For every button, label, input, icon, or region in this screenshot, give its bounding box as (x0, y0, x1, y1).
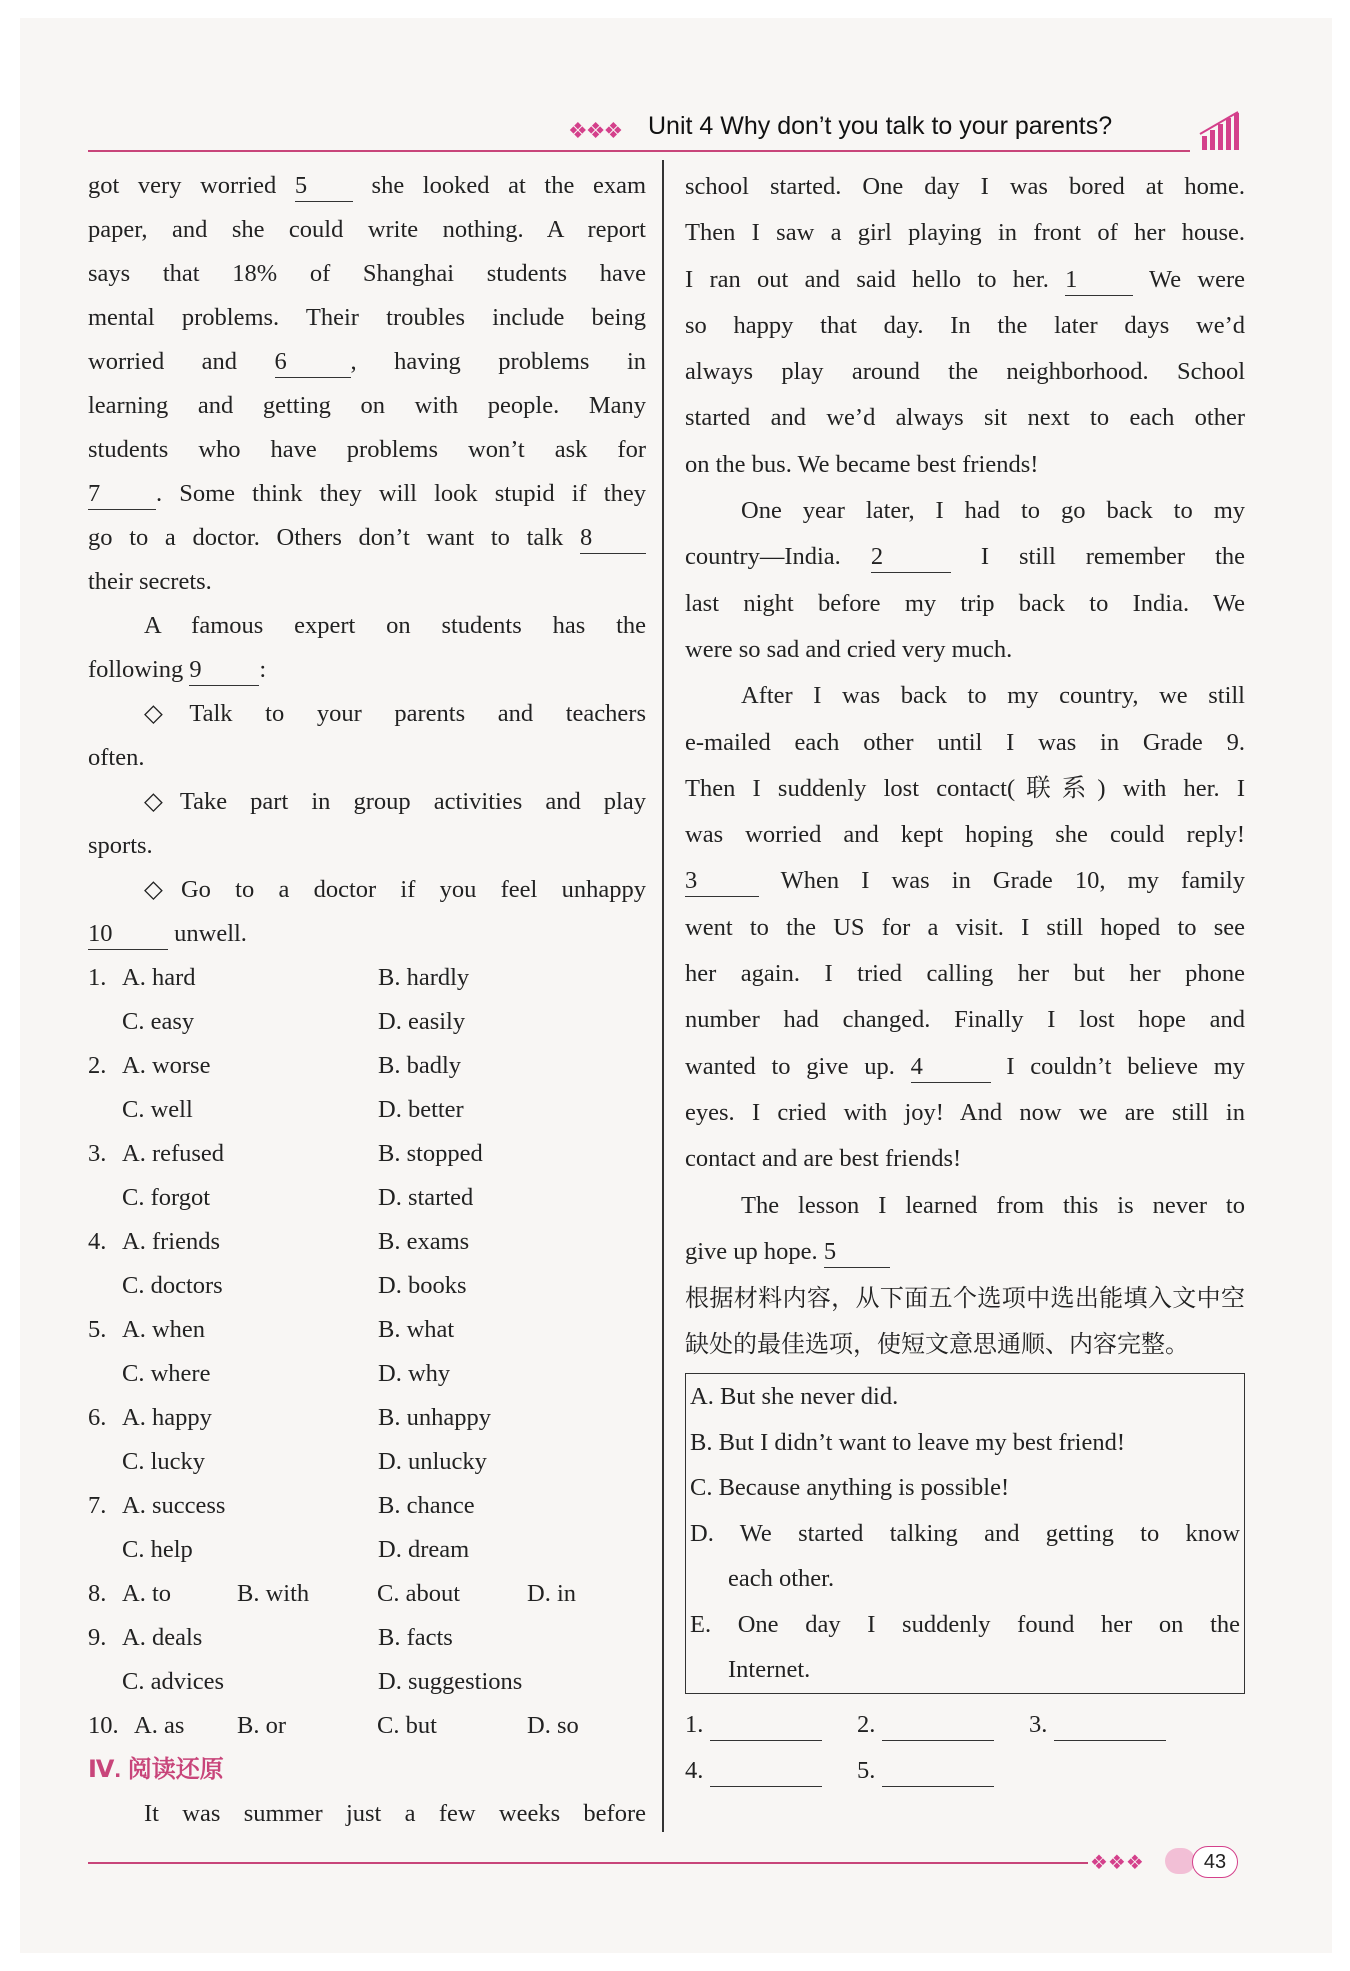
option-row (88, 1352, 646, 1396)
passage-line: was worried and kept hoping she could reply! (685, 821, 1245, 849)
option[interactable]: C. advices (122, 1668, 225, 1695)
option[interactable]: B. hardly (378, 964, 470, 991)
tip-line: sports. (88, 832, 153, 859)
option[interactable]: D. unlucky (378, 1448, 487, 1475)
blank-7[interactable]: 7 (88, 479, 156, 510)
passage-line: go to a doctor. Others don’t want to talk 8 (88, 516, 646, 560)
right-column (685, 164, 1245, 1794)
option[interactable]: C. easy (122, 1008, 195, 1035)
option[interactable]: C. well (122, 1096, 193, 1123)
passage-line: I ran out and said hello to her. 1 We were (685, 257, 1245, 303)
answer-blank-4[interactable] (710, 1756, 822, 1787)
page-number: 43 (1192, 1846, 1238, 1878)
option-row-9: 9. A. deals B. facts (88, 1616, 646, 1660)
blank-6[interactable]: 6 (275, 347, 351, 378)
option-row (88, 1264, 646, 1308)
passage-line: country—India. 2 I still remember the (685, 534, 1245, 580)
passage-line: were so sad and cried very much. (685, 635, 1013, 663)
tip-line: 10 unwell. (88, 912, 646, 956)
blank-r5[interactable]: 5 (824, 1237, 890, 1268)
blank-r4[interactable]: 4 (911, 1052, 991, 1083)
option[interactable]: B. or (237, 1712, 286, 1739)
passage-line: their secrets. (88, 568, 212, 595)
options-list (88, 956, 646, 1572)
option[interactable]: A. worse (122, 1052, 211, 1079)
blank-r2[interactable]: 2 (871, 542, 951, 573)
passage-line: The lesson I learned from this is never to (741, 1191, 1245, 1219)
passage-line: started and we’d always sit next to each other (685, 404, 1245, 432)
choices-box (685, 1373, 1245, 1694)
passage-line: 3 When I was in Grade 10, my family (685, 858, 1245, 904)
choice-d[interactable]: D. We started talking and getting to know (690, 1519, 1240, 1547)
passage-line: give up hope. 5 (685, 1229, 1245, 1275)
passage-line: learning and getting on with people. Many (88, 392, 646, 419)
footer-rule (88, 1862, 1088, 1864)
option-row (88, 1088, 646, 1132)
passage-line: so happy that day. In the later days we’d (685, 311, 1245, 339)
option-row-10: 10. A. as B. or C. but D. so (88, 1704, 646, 1748)
answer-area: 1. 2. 3. 4. 5. (685, 1702, 1245, 1795)
option[interactable]: D. in (527, 1580, 576, 1607)
choice-c[interactable]: C. Because anything is possible! (690, 1474, 1010, 1502)
option[interactable]: D. dream (378, 1536, 470, 1563)
answer-blank-3[interactable] (1054, 1710, 1166, 1741)
passage-line: always play around the neighborhood. School (685, 358, 1245, 386)
page-header (88, 108, 1250, 152)
option-row (88, 1528, 646, 1572)
option[interactable]: D. started (378, 1184, 474, 1211)
option-row (88, 1000, 646, 1044)
blank-9[interactable]: 9 (189, 655, 259, 686)
option[interactable]: A. deals (122, 1624, 203, 1651)
option[interactable]: C. where (122, 1360, 211, 1387)
passage-line: mental problems. Their troubles include being (88, 304, 646, 331)
tip-line: often. (88, 744, 145, 771)
blank-r1[interactable]: 1 (1065, 265, 1133, 296)
passage-line: paper, and she could write nothing. A report (88, 216, 646, 243)
option[interactable]: A. as (134, 1712, 185, 1739)
page-number-deco (1165, 1848, 1195, 1874)
tip-line: ◇Take part in group activities and play (144, 788, 646, 815)
instruction-text: 根据材料内容，从下面五个选项中选出能填入文中空缺处的最佳选项，使短文意思通顺、内容完整。 (685, 1284, 1245, 1359)
option[interactable]: A. hard (122, 964, 196, 991)
option[interactable]: A. refused (122, 1140, 225, 1167)
option-row (88, 956, 646, 1000)
blank-5[interactable]: 5 (295, 171, 353, 202)
blank-r3[interactable]: 3 (685, 866, 759, 897)
option-row (88, 1132, 646, 1176)
option-row-9b (88, 1660, 646, 1704)
passage-line: got very worried 5 she looked at the exam (88, 164, 646, 208)
passage-line: on the bus. We became best friends! (685, 450, 1039, 478)
option-row (88, 1176, 646, 1220)
option[interactable]: B. exams (378, 1228, 470, 1255)
choice-d-cont: each other. (728, 1565, 835, 1593)
option[interactable]: A. friends (122, 1228, 220, 1255)
passage-line: One year later, I had to go back to my (741, 497, 1245, 525)
option[interactable]: C. forgot (122, 1184, 211, 1211)
option[interactable]: C. but (377, 1712, 437, 1739)
option-row (88, 1220, 646, 1264)
option-row (88, 1308, 646, 1352)
option[interactable]: D. easily (378, 1008, 466, 1035)
option[interactable]: B. what (378, 1316, 455, 1343)
option-number: 7. (88, 1492, 107, 1519)
answer-blank-5[interactable] (882, 1756, 994, 1787)
option[interactable]: C. about (377, 1580, 461, 1607)
answer-blank-2[interactable] (882, 1710, 994, 1741)
option[interactable]: B. facts (378, 1624, 453, 1651)
choice-e[interactable]: E. One day I suddenly found her on the (690, 1610, 1240, 1638)
passage-line: contact and are best friends! (685, 1145, 962, 1173)
passage-line: students who have problems won’t ask for (88, 436, 646, 463)
header-diamonds-icon: ❖❖❖ (568, 118, 622, 143)
footer-diamonds-icon: ❖❖❖ (1090, 1852, 1144, 1874)
passage-line: eyes. I cried with joy! And now we are still in (685, 1098, 1245, 1126)
option[interactable]: B. badly (378, 1052, 462, 1079)
option[interactable]: C. lucky (122, 1448, 206, 1475)
option-number: 4. (88, 1228, 107, 1255)
option[interactable]: A. when (122, 1316, 206, 1343)
option[interactable]: B. with (237, 1580, 310, 1607)
passage-line: It was summer just a few weeks before (144, 1800, 646, 1827)
choice-a[interactable]: A. But she never did. (690, 1383, 899, 1411)
option-row (88, 1396, 646, 1440)
option-number: 3. (88, 1140, 107, 1167)
passage-line: went to the US for a visit. I still hoped to see (685, 913, 1245, 941)
passage-line: 7 . Some think they will look stupid if they (88, 472, 646, 516)
header-bars-icon (1198, 110, 1250, 150)
option-row (88, 1440, 646, 1484)
option[interactable]: A. success (122, 1492, 226, 1519)
passage-line: Then I suddenly lost contact(联系) with her. I (685, 774, 1245, 802)
answer-blank-1[interactable] (710, 1710, 822, 1741)
option[interactable]: D. better (378, 1096, 464, 1123)
option-number: 1. (88, 964, 107, 991)
option[interactable]: B. unhappy (378, 1404, 491, 1431)
column-divider (662, 160, 664, 1832)
passage-line: says that 18% of Shanghai students have (88, 260, 646, 287)
option[interactable]: D. suggestions (378, 1668, 523, 1695)
passage-line: her again. I tried calling her but her phone (685, 960, 1245, 988)
section-heading: Ⅳ. 阅读还原 (88, 1756, 224, 1783)
header-rule (88, 150, 1190, 152)
tip-line: ◇Talk to your parents and teachers (144, 700, 646, 727)
left-column (88, 164, 646, 1836)
option-row (88, 1044, 646, 1088)
passage-line: Then I saw a girl playing in front of her house. (685, 219, 1245, 247)
option-row-8: 8. A. to B. with C. about D. in (88, 1572, 646, 1616)
option[interactable]: A. happy (122, 1404, 212, 1431)
option-number: 6. (88, 1404, 107, 1431)
option-number: 2. (88, 1052, 107, 1079)
choice-e-cont: Internet. (728, 1656, 811, 1684)
option[interactable]: C. help (122, 1536, 193, 1563)
passage-line: wanted to give up. 4 I couldn’t believe my (685, 1044, 1245, 1090)
tip-line: ◇Go to a doctor if you feel unhappy (144, 876, 646, 903)
passage-line: A famous expert on students has the (144, 612, 646, 639)
option[interactable]: B. chance (378, 1492, 475, 1519)
option[interactable]: D. why (378, 1360, 451, 1387)
option[interactable]: D. books (378, 1272, 467, 1299)
unit-title: Unit 4 Why don’t you talk to your parents? (648, 112, 1113, 140)
passage-line: After I was back to my country, we still (741, 682, 1245, 710)
passage-line: following 9 : (88, 648, 646, 692)
choice-b[interactable]: B. But I didn’t want to leave my best friend! (690, 1428, 1126, 1456)
option-number: 5. (88, 1316, 107, 1343)
passage-line: number had changed. Finally I lost hope and (685, 1006, 1245, 1034)
option[interactable]: A. to (122, 1580, 171, 1607)
option[interactable]: D. so (527, 1712, 579, 1739)
option-row (88, 1484, 646, 1528)
passage-line: worried and 6 , having problems in (88, 340, 646, 384)
passage-line: last night before my trip back to India. We (685, 589, 1245, 617)
passage-line: e-mailed each other until I was in Grade 9. (685, 728, 1245, 756)
blank-8[interactable]: 8 (580, 523, 646, 554)
passage-line: school started. One day I was bored at home. (685, 173, 1245, 200)
option[interactable]: B. stopped (378, 1140, 483, 1167)
option[interactable]: C. doctors (122, 1272, 223, 1299)
blank-10[interactable]: 10 (88, 919, 168, 950)
